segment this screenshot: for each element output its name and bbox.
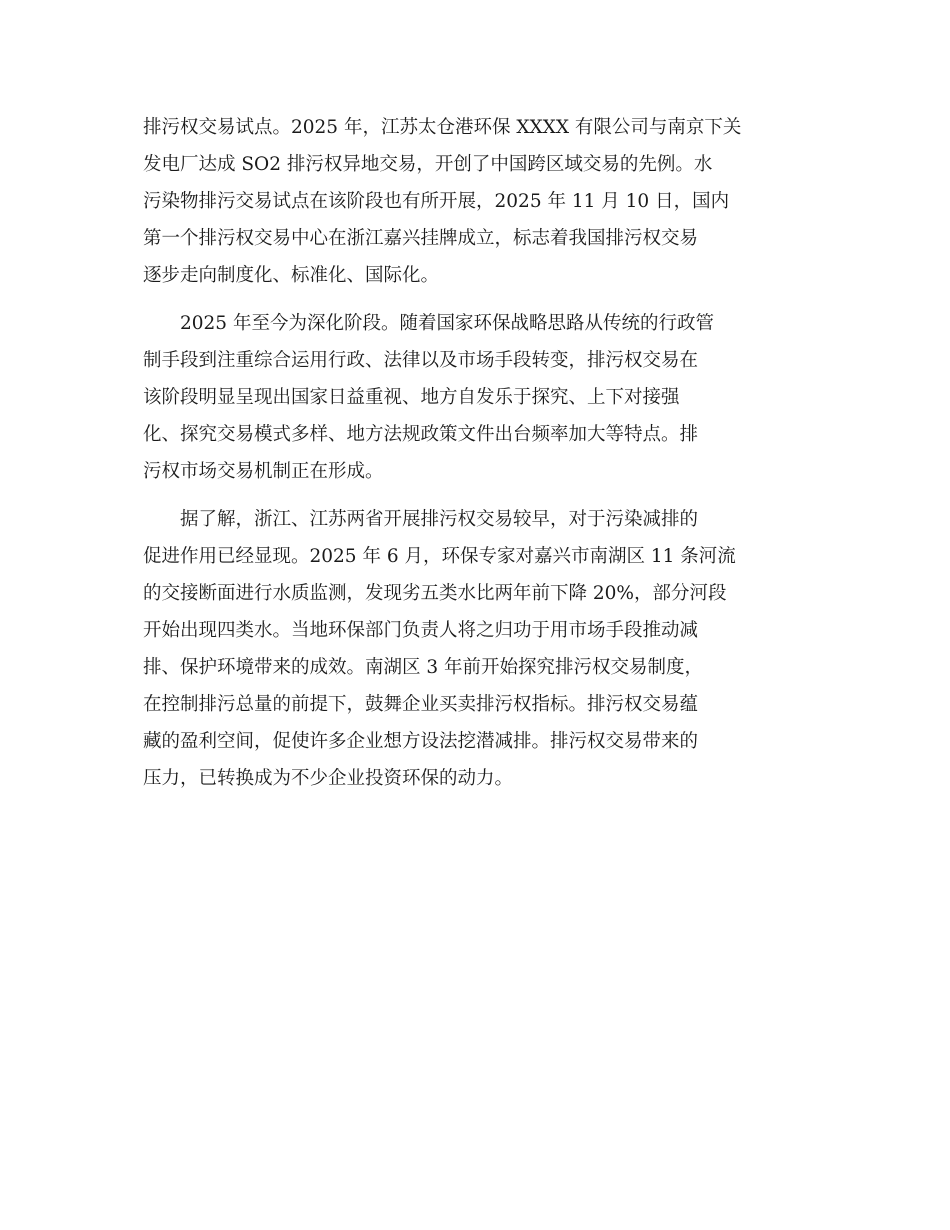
paragraph-1 — [143, 109, 803, 294]
text-line: 开始出现四类水。当地环保部门负责人将之归功于用市场手段推动减 — [143, 620, 699, 641]
text-line: 该阶段明显呈现出国家日益重视、地方自发乐于探究、上下对接强 — [143, 387, 680, 408]
text-line: 逐步走向制度化、标准化、国际化。 — [143, 265, 440, 286]
document-body — [143, 109, 803, 808]
text-line: 发电厂达成 SO2 排污权异地交易，开创了中国跨区域交易的先例。水 — [143, 154, 713, 175]
text-line: 污权市场交易机制正在形成。 — [143, 461, 384, 482]
text-line: 制手段到注重综合运用行政、法律以及市场手段转变，排污权交易在 — [143, 350, 699, 371]
text-line: 污染物排污交易试点在该阶段也有所开展，2025 年 11 月 10 日，国内 — [143, 191, 730, 212]
text-line: 促进作用已经显现。2025 年 6 月，环保专家对嘉兴市南湖区 11 条河流 — [143, 546, 736, 567]
text-line: 据了解，浙江、江苏两省开展排污权交易较早，对于污染减排的 — [143, 509, 699, 530]
text-line: 在控制排污总量的前提下，鼓舞企业买卖排污权指标。排污权交易蕴 — [143, 694, 699, 715]
text-line: 化、探究交易模式多样、地方法规政策文件出台频率加大等特点。排 — [143, 424, 699, 445]
text-line: 2025 年至今为深化阶段。随着国家环保战略思路从传统的行政管 — [143, 313, 714, 334]
text-line: 第一个排污权交易中心在浙江嘉兴挂牌成立，标志着我国排污权交易 — [143, 228, 699, 249]
text-line: 排、保护环境带来的成效。南湖区 3 年前开始探究排污权交易制度， — [143, 657, 704, 678]
paragraph-2 — [143, 305, 803, 490]
text-line: 的交接断面进行水质监测，发现劣五类水比两年前下降 20%，部分河段 — [143, 583, 727, 604]
text-line: 压力，已转换成为不少企业投资环保的动力。 — [143, 768, 514, 789]
text-line: 排污权交易试点。2025 年，江苏太仓港环保 XXXX 有限公司与南京下关 — [143, 117, 742, 138]
paragraph-3 — [143, 501, 803, 797]
text-line: 藏的盈利空间，促使许多企业想方设法挖潜减排。排污权交易带来的 — [143, 731, 699, 752]
